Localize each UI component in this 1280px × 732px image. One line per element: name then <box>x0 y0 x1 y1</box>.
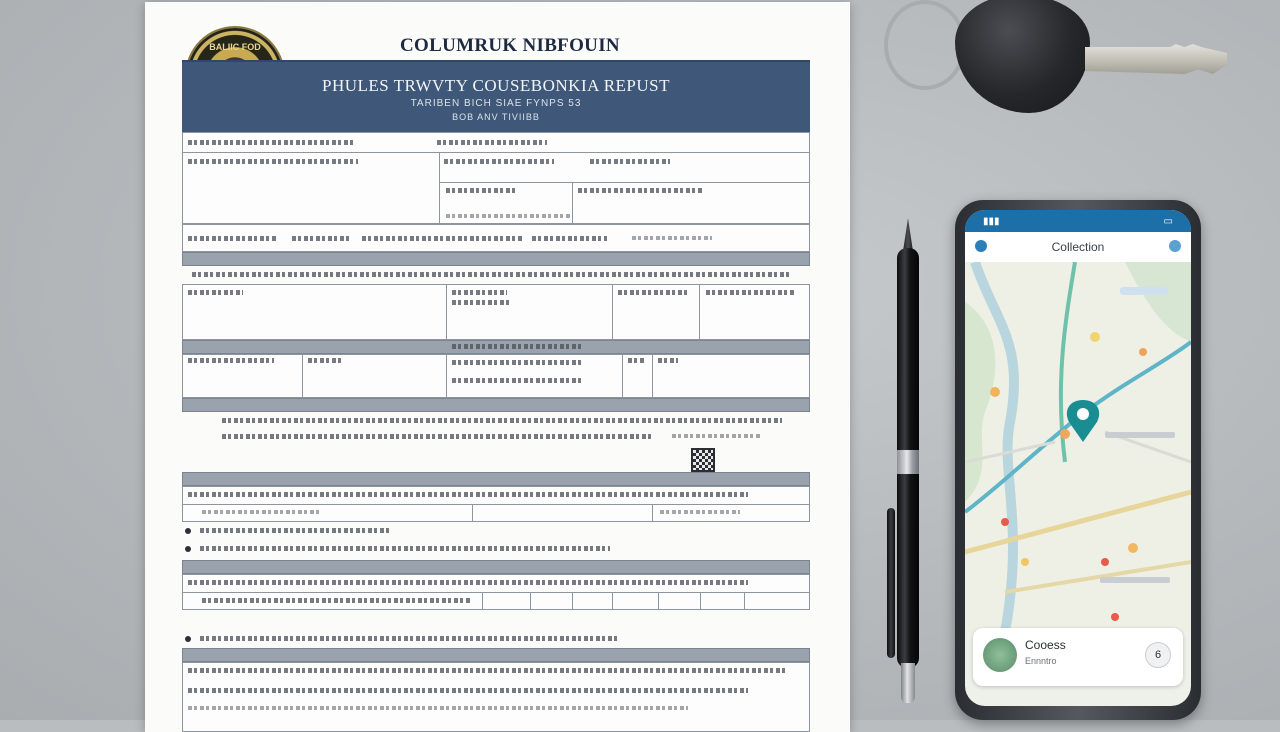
form-divider <box>446 284 447 340</box>
bullet-icon <box>185 546 191 552</box>
field-text <box>308 358 344 363</box>
form-divider <box>612 592 613 610</box>
field-text <box>590 159 670 164</box>
phone-screen[interactable] <box>965 210 1191 706</box>
map-label <box>1120 287 1168 295</box>
form-rule <box>182 504 810 505</box>
form-divider <box>652 504 653 522</box>
field-text <box>202 598 472 603</box>
field-text <box>618 290 688 295</box>
form-divider <box>622 354 623 398</box>
menu-icon[interactable] <box>975 240 987 252</box>
field-text <box>444 159 554 164</box>
form-divider <box>572 592 573 610</box>
field-text <box>188 688 748 693</box>
field-text <box>672 434 762 438</box>
map-view[interactable] <box>965 262 1191 632</box>
form-divider <box>612 284 613 340</box>
form-rule <box>182 592 810 593</box>
place-card-title: Cooess <box>1025 638 1066 652</box>
place-card[interactable] <box>973 628 1183 686</box>
report-title: PHULES TRWVTY COUSEBONKIA REPUST <box>321 76 670 95</box>
poi-marker[interactable] <box>990 387 1000 397</box>
report-header-banner <box>182 60 810 134</box>
smartphone <box>955 200 1201 720</box>
bullet-icon <box>185 528 191 534</box>
field-text <box>188 668 788 673</box>
qr-code-icon <box>691 448 715 472</box>
section-header <box>182 648 810 662</box>
form-divider <box>439 152 440 224</box>
form-rule <box>439 182 810 183</box>
field-text <box>628 358 644 363</box>
map-label <box>1100 577 1170 583</box>
poi-marker[interactable] <box>1128 543 1138 553</box>
form-divider <box>482 592 483 610</box>
poi-marker[interactable] <box>1090 332 1100 342</box>
car-key-fob-icon <box>955 0 1090 113</box>
field-text <box>446 214 571 218</box>
place-card-button[interactable]: 6 <box>1145 642 1171 668</box>
form-section-parties <box>182 132 810 224</box>
field-text <box>192 272 792 277</box>
field-text <box>188 358 274 363</box>
field-text <box>452 290 507 295</box>
section-header <box>182 560 810 574</box>
field-text <box>452 360 582 365</box>
form-divider <box>530 592 531 610</box>
police-report-document <box>145 2 850 732</box>
field-text <box>188 492 748 497</box>
field-text <box>632 236 712 240</box>
organization-name: COLUMRUK NIBFOUIN <box>400 35 620 56</box>
form-divider <box>446 354 447 398</box>
field-text <box>200 546 610 551</box>
place-thumbnail <box>983 638 1017 672</box>
field-text <box>452 344 582 349</box>
field-text <box>202 510 322 514</box>
map-app-title: Collection <box>1051 240 1105 254</box>
map-app-bar <box>965 232 1191 263</box>
section-header <box>182 472 810 486</box>
pen-clip <box>887 508 895 658</box>
form-rule <box>182 152 810 153</box>
field-text <box>578 188 703 193</box>
field-text <box>222 418 782 423</box>
locate-icon[interactable] <box>1169 240 1181 252</box>
field-text <box>532 236 607 241</box>
field-text <box>437 140 547 145</box>
form-divider <box>700 592 701 610</box>
section-header <box>182 398 810 412</box>
field-text <box>188 159 358 164</box>
field-text <box>452 300 512 305</box>
field-text <box>706 290 796 295</box>
poi-marker[interactable] <box>1139 348 1147 356</box>
poi-marker[interactable] <box>1101 558 1109 566</box>
pen-band <box>897 450 919 474</box>
field-text <box>200 528 390 533</box>
poi-marker[interactable] <box>1060 429 1070 439</box>
form-divider <box>744 592 745 610</box>
seal-top-text: BALIIC FOD <box>209 42 261 52</box>
poi-marker[interactable] <box>1001 518 1009 526</box>
bullet-icon <box>185 636 191 642</box>
form-divider <box>699 284 700 340</box>
location-pin-center <box>1077 408 1089 420</box>
map-label <box>1105 432 1175 438</box>
form-divider <box>658 592 659 610</box>
form-divider <box>472 504 473 522</box>
place-card-subtitle: Ennntro <box>1025 656 1057 666</box>
status-bar <box>965 210 1191 232</box>
section-header <box>182 252 810 266</box>
field-text <box>188 706 688 710</box>
field-text <box>188 236 278 241</box>
signal-icon: ▮▮▮ <box>983 215 1000 227</box>
report-subtitle-secondary: BOB ANV TIVIIBB <box>452 112 540 122</box>
field-text <box>452 378 582 383</box>
field-text <box>660 510 740 514</box>
ballpoint-pen-icon <box>893 218 923 718</box>
key-ring-icon <box>884 0 966 90</box>
car-key-blade-icon <box>1085 44 1227 74</box>
field-text <box>362 236 522 241</box>
form-divider <box>652 354 653 398</box>
pen-end-cap <box>901 663 915 703</box>
field-text <box>446 188 516 193</box>
form-divider <box>572 182 573 224</box>
field-text <box>188 140 353 145</box>
form-divider <box>302 354 303 398</box>
field-text <box>200 636 620 641</box>
poi-marker[interactable] <box>1021 558 1029 566</box>
poi-marker[interactable] <box>1111 613 1119 621</box>
field-text <box>658 358 678 363</box>
field-text <box>222 434 652 439</box>
battery-icon: ▭ <box>1163 215 1173 227</box>
report-subtitle: TARIBEN BICH SIAE FYNPS 53 <box>410 98 582 109</box>
field-text <box>188 580 748 585</box>
field-text <box>188 290 243 295</box>
field-text <box>292 236 352 241</box>
